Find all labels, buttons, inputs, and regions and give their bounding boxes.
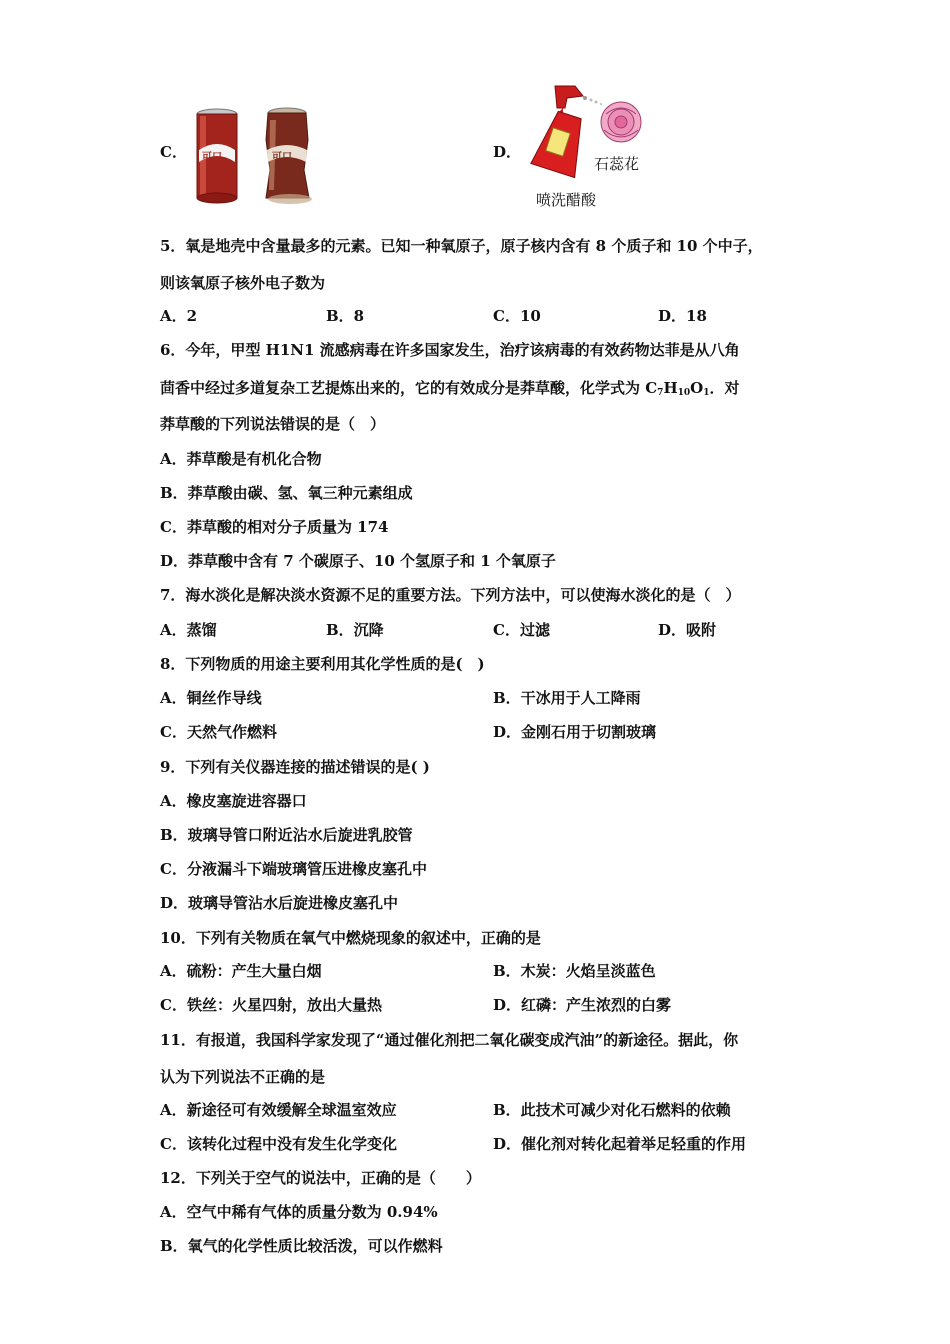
q6-option-c: C．莽草酸的相对分子质量为 174: [160, 518, 389, 536]
q5-option-b: B．8: [326, 307, 365, 325]
q6-line2-end: ．对: [709, 379, 740, 397]
q9-option-d: D．玻璃导管沾水后旋进橡皮塞孔中: [160, 894, 399, 912]
q5-option-d: D．18: [658, 307, 707, 325]
formula-o: O: [690, 379, 704, 397]
q12-option-b: B．氧气的化学性质比较活泼，可以作燃料: [160, 1237, 443, 1255]
q6-stem-line2: [160, 378, 740, 403]
q7-stem-line1: 7．海水淡化是解决淡水资源不足的重要方法。下列方法中，可以使海水淡化的是（ ）: [160, 586, 741, 604]
formula-h: H: [663, 379, 678, 397]
q12-stem-line1: 12．下列关于空气的说法中，正确的是（ ）: [160, 1169, 481, 1187]
q11-stem-line1: 11．有报道，我国科学家发现了“通过催化剂把二氧化碳变成汽油”的新途径。据此，你: [160, 1031, 739, 1049]
spray-acetic-acid-caption: 喷洗醋酸: [536, 191, 597, 209]
q11-option-d: D．催化剂对转化起着举足轻重的作用: [493, 1135, 747, 1153]
svg-text:可口: 可口: [272, 152, 292, 163]
q6-line2-text: 茴香中经过多道复杂工艺提炼出来的，它的有效成分是莽草酸，化学式为 C: [160, 379, 658, 397]
q7-option-c: C．过滤: [493, 621, 550, 639]
q7-option-d: D．吸附: [658, 621, 717, 639]
q5-option-c: C．10: [493, 307, 541, 325]
q7-option-a: A．蒸馏: [160, 621, 217, 639]
q10-option-b: B．木炭：火焰呈淡蓝色: [493, 962, 656, 980]
q11-option-c: C．该转化过程中没有发生化学变化: [160, 1135, 397, 1153]
q5-stem-line2: 则该氧原子核外电子数为: [160, 274, 326, 292]
q9-stem-line1: 9．下列有关仪器连接的描述错误的是( ): [160, 758, 430, 776]
formula-sub-c: 7: [657, 388, 664, 398]
q11-option-a: A．新途径可有效缓解全球温室效应: [160, 1101, 397, 1119]
q9-option-c: C．分液漏斗下端玻璃管压进橡皮塞孔中: [160, 860, 427, 878]
q10-option-a: A．硫粉：产生大量白烟: [160, 962, 322, 980]
litmus-flower-caption: 石蕊花: [594, 155, 640, 173]
q6-option-a: A．莽草酸是有机化合物: [160, 450, 322, 468]
q5-stem-line1: 5．氧是地壳中含量最多的元素。已知一种氧原子，原子核内含有 8 个质子和 10 个中子，: [160, 237, 763, 255]
option-d-label: D．: [493, 143, 522, 161]
q8-option-a: A．铜丝作导线: [160, 689, 262, 707]
q8-option-d: D．金刚石用于切割玻璃: [493, 723, 657, 741]
q6-stem-line3: 莽草酸的下列说法错误的是（ ）: [160, 415, 386, 433]
q6-stem-line1: 6．今年，甲型 H1N1 流感病毒在许多国家发生，治疗该病毒的有效药物达菲是从八角: [160, 341, 740, 359]
q12-option-a: A．空气中稀有气体的质量分数为 0.94%: [160, 1203, 438, 1221]
q8-option-b: B．干冰用于人工降雨: [493, 689, 641, 707]
q8-option-c: C．天然气作燃料: [160, 723, 277, 741]
q9-option-b: B．玻璃导管口附近沾水后旋进乳胶管: [160, 826, 413, 844]
q8-stem-line1: 8．下列物质的用途主要利用其化学性质的是( ): [160, 655, 485, 673]
q11-stem-line2: 认为下列说法不正确的是: [160, 1068, 326, 1086]
q9-option-a: A．橡皮塞旋进容器口: [160, 792, 307, 810]
soda-cans-image: [190, 100, 330, 205]
q10-stem-line1: 10．下列有关物质在氧气中燃烧现象的叙述中，正确的是: [160, 929, 541, 947]
svg-text:可口: 可口: [202, 152, 222, 163]
q10-option-d: D．红磷：产生浓烈的白雾: [493, 996, 672, 1014]
formula-sub-o: 1: [703, 388, 710, 398]
litmus-flower-image: [596, 98, 646, 146]
q10-option-c: C．铁丝：火星四射，放出大量热: [160, 996, 382, 1014]
option-c-label: C．: [160, 143, 187, 161]
q6-option-b: B．莽草酸由碳、氢、氧三种元素组成: [160, 484, 413, 502]
formula-sub-h: 10: [677, 388, 691, 398]
q7-option-b: B．沉降: [326, 621, 384, 639]
q5-option-a: A．2: [160, 307, 198, 325]
q6-option-d: D．莽草酸中含有 7 个碳原子、10 个氢原子和 1 个氧原子: [160, 552, 556, 570]
q11-option-b: B．此技术可减少对化石燃料的依赖: [493, 1101, 731, 1119]
